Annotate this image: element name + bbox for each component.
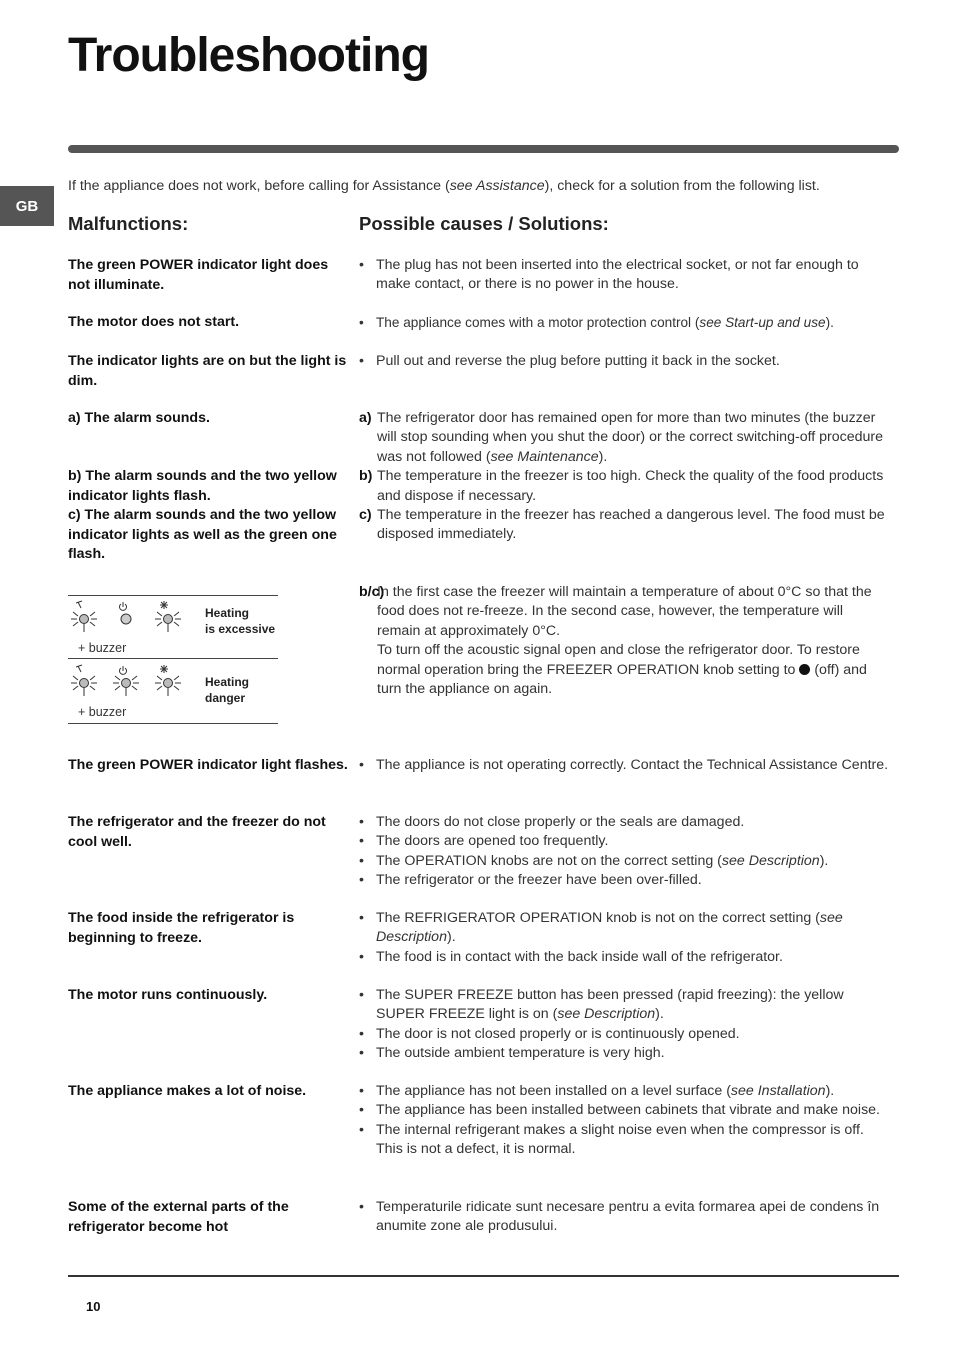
list-item: a) The refrigerator door has remained open for more than two minutes (the buzzer will stop sounding when you shut the door) or the correct switching-off procedure was not followed (see Maintenance).	[359, 410, 884, 465]
yellow-indicator-light-flashing	[155, 676, 181, 696]
list-item: • The appliance is not operating correctly. Contact the Technical Assistance Centre.	[359, 756, 889, 775]
solution-food-freezing	[359, 909, 889, 967]
list-item: • The outside ambient temperature is very high.	[359, 1044, 889, 1063]
diagram-line	[68, 595, 278, 596]
malfunction-food-freezing: The food inside the refrigerator is beginning to freeze.	[68, 910, 295, 946]
solution-external-hot	[359, 1198, 889, 1237]
solution-power-light	[359, 256, 889, 295]
malfunctions-header: Malfunctions:	[68, 213, 189, 234]
malfunction-not-cooling: The refrigerator and the freezer do not cool well.	[68, 814, 326, 850]
yellow-indicator-light-flashing	[71, 676, 97, 696]
yellow-indicator-light-flashing	[155, 612, 181, 632]
yellow-indicator-light-flashing	[71, 612, 97, 632]
solution-alarm	[359, 409, 889, 545]
list-item: • The appliance has been installed between cabinets that vibrate and make noise.	[359, 1101, 889, 1120]
solution-not-cooling	[359, 813, 889, 891]
thermometer-icon	[76, 665, 82, 672]
thermometer-icon	[76, 601, 82, 608]
list-item: • The appliance has not been installed on a level surface (see Installation).	[359, 1082, 889, 1101]
malfunction-dim-lights: The indicator lights are on but the light is dim.	[68, 353, 347, 389]
malfunction-external-hot: Some of the external parts of the refrigerator become hot	[68, 1199, 289, 1235]
solution-motor-continuous	[359, 986, 889, 1064]
list-item: • Temperaturile ridicate sunt necesare pentru a evita formarea apei de condens în anumite zone ale produsului.	[359, 1198, 889, 1237]
list-item: • Pull out and reverse the plug before putting it back in the socket.	[359, 352, 889, 371]
language-tab: GB	[0, 186, 54, 226]
malfunction-noise: The appliance makes a lot of noise.	[68, 1083, 307, 1099]
buzzer-label: + buzzer	[78, 705, 127, 719]
list-item: b/c) In the first case the freezer will maintain a temperature of about 0°C so that the food does not re-freeze. In the second case, however, the temperature will remain at approximately 0°C.	[359, 584, 872, 639]
solution-dim-lights	[359, 352, 889, 371]
malfunction-alarm-a: a) The alarm sounds.	[68, 410, 210, 426]
green-indicator-light	[121, 614, 131, 624]
diagram-line	[68, 658, 278, 659]
list-item: • The SUPER FREEZE button has been pressed (rapid freezing): the yellow SUPER FREEZE light is on (see Description).	[359, 986, 889, 1025]
solution-noise	[359, 1082, 889, 1160]
malfunction-alarm-b: b) The alarm sounds and the two yellow indicator lights flash.	[68, 468, 337, 504]
list-item: • The REFRIGERATOR OPERATION knob is not on the correct setting (see Description).	[359, 909, 889, 948]
list-item: b) The temperature in the freezer is too high. Check the quality of the food products and dispose if necessary.	[359, 468, 884, 504]
indicator-lights-diagram	[68, 595, 278, 725]
page-number: 10	[86, 1299, 101, 1314]
list-item: • The doors are opened too frequently.	[359, 832, 889, 851]
solution-power-flashes	[359, 756, 889, 775]
list-item: • The refrigerator or the freezer have been over-filled.	[359, 871, 889, 890]
list-item: • The OPERATION knobs are not on the correct setting (see Description).	[359, 852, 889, 871]
diagram-label-danger: Heating danger	[205, 675, 250, 705]
list-item: • The plug has not been inserted into the electrical socket, or not far enough to make contact, or there is no power in the house.	[359, 256, 889, 295]
intro-text: If the appliance does not work, before calling for Assistance (see Assistance), check for a solution from the following list.	[68, 178, 820, 194]
solution-alarm-bc	[359, 583, 889, 699]
list-item: To turn off the acoustic signal open and close the refrigerator door. To restore normal operation bring the FREEZER OPERATION knob setting to (off) and turn the appliance on again.	[377, 642, 867, 698]
snowflake-icon	[160, 665, 168, 673]
causes-header: Possible causes / Solutions:	[359, 213, 609, 234]
malfunction-power-light: The green POWER indicator light does not illuminate.	[68, 257, 329, 293]
off-position-icon	[799, 664, 810, 675]
malfunction-motor-no-start: The motor does not start.	[68, 314, 240, 330]
list-item: • The food is in contact with the back inside wall of the refrigerator.	[359, 948, 889, 967]
green-indicator-light-flashing	[113, 676, 139, 696]
malfunction-motor-continuous: The motor runs continuously.	[68, 987, 268, 1003]
buzzer-label: + buzzer	[78, 641, 127, 655]
snowflake-icon	[160, 601, 168, 609]
diagram-line	[68, 723, 278, 724]
title-divider	[68, 145, 899, 153]
list-item: • The appliance comes with a motor protection control (see Start-up and use).	[359, 313, 889, 332]
power-icon	[120, 602, 127, 610]
footer-divider	[68, 1275, 899, 1277]
list-item: c) The temperature in the freezer has reached a dangerous level. The food must be disposed immediately.	[359, 507, 885, 543]
list-item: • The door is not closed properly or is continuously opened.	[359, 1025, 889, 1044]
list-item: • The doors do not close properly or the seals are damaged.	[359, 813, 889, 832]
solution-motor-no-start	[359, 313, 889, 332]
page-title: Troubleshooting	[68, 29, 429, 82]
list-item: • The internal refrigerant makes a slight noise even when the compressor is off. This is not a defect, it is normal.	[359, 1121, 889, 1160]
malfunction-alarm-c: c) The alarm sounds and the two yellow indicator lights as well as the green one flash.	[68, 507, 337, 562]
power-icon	[120, 666, 127, 674]
malfunction-power-flashes: The green POWER indicator light flashes.	[68, 757, 348, 773]
diagram-label-excessive: Heating is excessive	[205, 606, 276, 636]
